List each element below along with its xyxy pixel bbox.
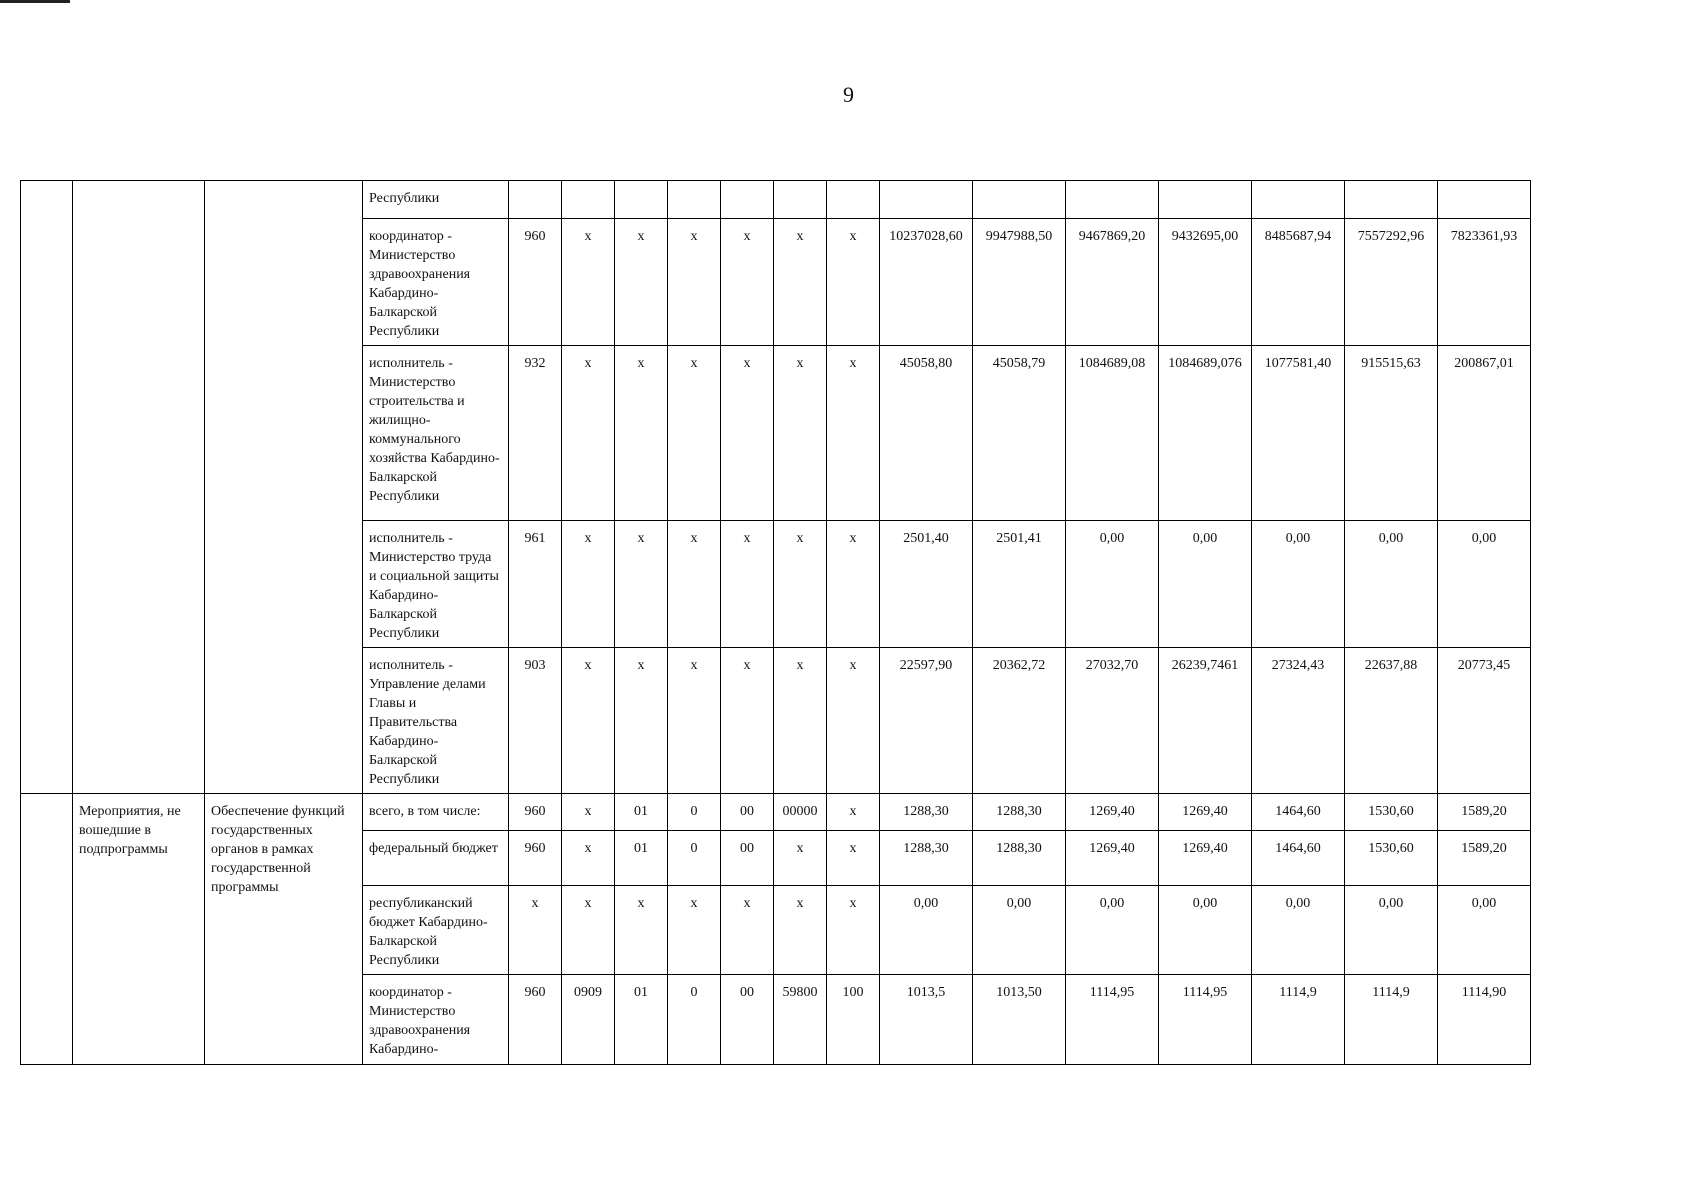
value-cell: 27324,43 xyxy=(1252,648,1345,794)
value-cell: 1288,30 xyxy=(880,794,973,831)
value-cell: x xyxy=(562,521,615,648)
value-cell: 01 xyxy=(615,831,668,886)
value-cell: 7823361,93 xyxy=(1438,219,1531,346)
value-cell xyxy=(1438,181,1531,219)
value-cell: x xyxy=(827,219,880,346)
value-cell: 100 xyxy=(827,975,880,1065)
value-cell xyxy=(615,181,668,219)
value-cell: 20773,45 xyxy=(1438,648,1531,794)
value-cell: 22597,90 xyxy=(880,648,973,794)
value-cell: 8485687,94 xyxy=(1252,219,1345,346)
value-cell: x xyxy=(827,886,880,975)
value-cell: 0,00 xyxy=(1066,521,1159,648)
row-label: всего, в том числе: xyxy=(363,794,509,831)
value-cell: x xyxy=(774,219,827,346)
value-cell: 1114,9 xyxy=(1345,975,1438,1065)
value-cell: 1464,60 xyxy=(1252,831,1345,886)
value-cell: 1077581,40 xyxy=(1252,346,1345,521)
value-cell: x xyxy=(827,521,880,648)
value-cell xyxy=(827,181,880,219)
value-cell: 0,00 xyxy=(1159,886,1252,975)
value-cell: x xyxy=(668,886,721,975)
value-cell xyxy=(880,181,973,219)
index-cell xyxy=(21,794,73,1065)
value-cell: 961 xyxy=(509,521,562,648)
value-cell: x xyxy=(562,219,615,346)
value-cell: 2501,41 xyxy=(973,521,1066,648)
value-cell: x xyxy=(668,521,721,648)
value-cell: 0,00 xyxy=(973,886,1066,975)
value-cell: x xyxy=(774,831,827,886)
row-label: координатор - Министерство здравоохранения Кабардино-Балкарской Республики xyxy=(363,219,509,346)
program-cell xyxy=(73,181,205,794)
value-cell xyxy=(1252,181,1345,219)
value-cell: 27032,70 xyxy=(1066,648,1159,794)
value-cell: 0 xyxy=(668,831,721,886)
value-cell: 1114,95 xyxy=(1066,975,1159,1065)
value-cell: 00 xyxy=(721,831,774,886)
value-cell: 9467869,20 xyxy=(1066,219,1159,346)
value-cell xyxy=(562,181,615,219)
value-cell: x xyxy=(721,648,774,794)
value-cell: 0,00 xyxy=(880,886,973,975)
budget-table xyxy=(20,180,1531,1065)
page-number: 9 xyxy=(843,82,854,107)
index-cell xyxy=(21,181,73,794)
value-cell xyxy=(1066,181,1159,219)
value-cell: 20362,72 xyxy=(973,648,1066,794)
value-cell: 1084689,076 xyxy=(1159,346,1252,521)
value-cell: 960 xyxy=(509,219,562,346)
row-label: республиканский бюджет Кабардино-Балкарской Республики xyxy=(363,886,509,975)
value-cell xyxy=(774,181,827,219)
value-cell: x xyxy=(827,831,880,886)
value-cell: 01 xyxy=(615,794,668,831)
value-cell: 1589,20 xyxy=(1438,794,1531,831)
value-cell: x xyxy=(827,648,880,794)
value-cell: 7557292,96 xyxy=(1345,219,1438,346)
value-cell: 26239,7461 xyxy=(1159,648,1252,794)
value-cell xyxy=(668,181,721,219)
program-cell: Мероприятия, не вошедшие в подпрограммы xyxy=(73,794,205,1065)
value-cell: x xyxy=(774,521,827,648)
value-cell: x xyxy=(774,346,827,521)
value-cell: 1013,5 xyxy=(880,975,973,1065)
value-cell: 1269,40 xyxy=(1066,831,1159,886)
table-row xyxy=(21,181,1531,219)
name-cell: Обеспечение функций государственных органов в рамках государственной программы xyxy=(205,794,363,1065)
value-cell: 1530,60 xyxy=(1345,831,1438,886)
value-cell: x xyxy=(562,794,615,831)
value-cell: 1288,30 xyxy=(880,831,973,886)
value-cell: 1288,30 xyxy=(973,794,1066,831)
value-cell: x xyxy=(721,521,774,648)
name-cell xyxy=(205,181,363,794)
value-cell: x xyxy=(668,346,721,521)
value-cell: 1269,40 xyxy=(1066,794,1159,831)
value-cell: 1269,40 xyxy=(1159,794,1252,831)
value-cell: 59800 xyxy=(774,975,827,1065)
value-cell: 1013,50 xyxy=(973,975,1066,1065)
value-cell: 0,00 xyxy=(1438,886,1531,975)
value-cell: 1288,30 xyxy=(973,831,1066,886)
value-cell: 1530,60 xyxy=(1345,794,1438,831)
value-cell: x xyxy=(615,346,668,521)
table-row xyxy=(21,794,1531,831)
value-cell: 00 xyxy=(721,975,774,1065)
value-cell: x xyxy=(721,346,774,521)
scan-artifact xyxy=(0,0,70,3)
value-cell: 0,00 xyxy=(1066,886,1159,975)
value-cell xyxy=(509,181,562,219)
value-cell: 1269,40 xyxy=(1159,831,1252,886)
value-cell: 22637,88 xyxy=(1345,648,1438,794)
row-label: исполнитель - Министерство строительства и жилищно-коммунального хозяйства Кабардино-Балкарской Республики xyxy=(363,346,509,521)
value-cell: 0,00 xyxy=(1345,521,1438,648)
row-label: федеральный бюджет xyxy=(363,831,509,886)
value-cell: 960 xyxy=(509,831,562,886)
value-cell: x xyxy=(562,886,615,975)
value-cell: 45058,80 xyxy=(880,346,973,521)
value-cell: 0909 xyxy=(562,975,615,1065)
row-label: исполнитель - Министерство труда и социальной защиты Кабардино-Балкарской Республики xyxy=(363,521,509,648)
value-cell: 1114,9 xyxy=(1252,975,1345,1065)
value-cell: 10237028,60 xyxy=(880,219,973,346)
value-cell: x xyxy=(615,886,668,975)
value-cell: 2501,40 xyxy=(880,521,973,648)
value-cell: x xyxy=(615,521,668,648)
value-cell: x xyxy=(721,219,774,346)
value-cell: 01 xyxy=(615,975,668,1065)
value-cell: x xyxy=(562,831,615,886)
value-cell: 9947988,50 xyxy=(973,219,1066,346)
value-cell: x xyxy=(827,346,880,521)
value-cell: 0,00 xyxy=(1345,886,1438,975)
value-cell: 0 xyxy=(668,794,721,831)
value-cell: 1589,20 xyxy=(1438,831,1531,886)
value-cell: 932 xyxy=(509,346,562,521)
value-cell: x xyxy=(615,648,668,794)
value-cell: x xyxy=(509,886,562,975)
value-cell: 00 xyxy=(721,794,774,831)
value-cell xyxy=(721,181,774,219)
value-cell: x xyxy=(774,648,827,794)
value-cell xyxy=(973,181,1066,219)
value-cell: x xyxy=(562,648,615,794)
value-cell: x xyxy=(668,648,721,794)
value-cell: 200867,01 xyxy=(1438,346,1531,521)
value-cell: 960 xyxy=(509,794,562,831)
value-cell: 00000 xyxy=(774,794,827,831)
value-cell: x xyxy=(562,346,615,521)
value-cell: 9432695,00 xyxy=(1159,219,1252,346)
row-label: Республики xyxy=(363,181,509,219)
value-cell: 915515,63 xyxy=(1345,346,1438,521)
value-cell: x xyxy=(615,219,668,346)
value-cell: 903 xyxy=(509,648,562,794)
value-cell: x xyxy=(668,219,721,346)
value-cell: x xyxy=(774,886,827,975)
value-cell: x xyxy=(721,886,774,975)
value-cell xyxy=(1345,181,1438,219)
value-cell: 0,00 xyxy=(1252,886,1345,975)
value-cell: x xyxy=(827,794,880,831)
value-cell: 45058,79 xyxy=(973,346,1066,521)
row-label: исполнитель - Управление делами Главы и Правительства Кабардино-Балкарской Республики xyxy=(363,648,509,794)
value-cell: 1114,95 xyxy=(1159,975,1252,1065)
row-label: координатор - Министерство здравоохранения Кабардино- xyxy=(363,975,509,1065)
value-cell: 0,00 xyxy=(1438,521,1531,648)
value-cell: 960 xyxy=(509,975,562,1065)
value-cell: 1084689,08 xyxy=(1066,346,1159,521)
value-cell: 0,00 xyxy=(1159,521,1252,648)
value-cell: 1464,60 xyxy=(1252,794,1345,831)
value-cell: 1114,90 xyxy=(1438,975,1531,1065)
value-cell: 0,00 xyxy=(1252,521,1345,648)
value-cell xyxy=(1159,181,1252,219)
value-cell: 0 xyxy=(668,975,721,1065)
